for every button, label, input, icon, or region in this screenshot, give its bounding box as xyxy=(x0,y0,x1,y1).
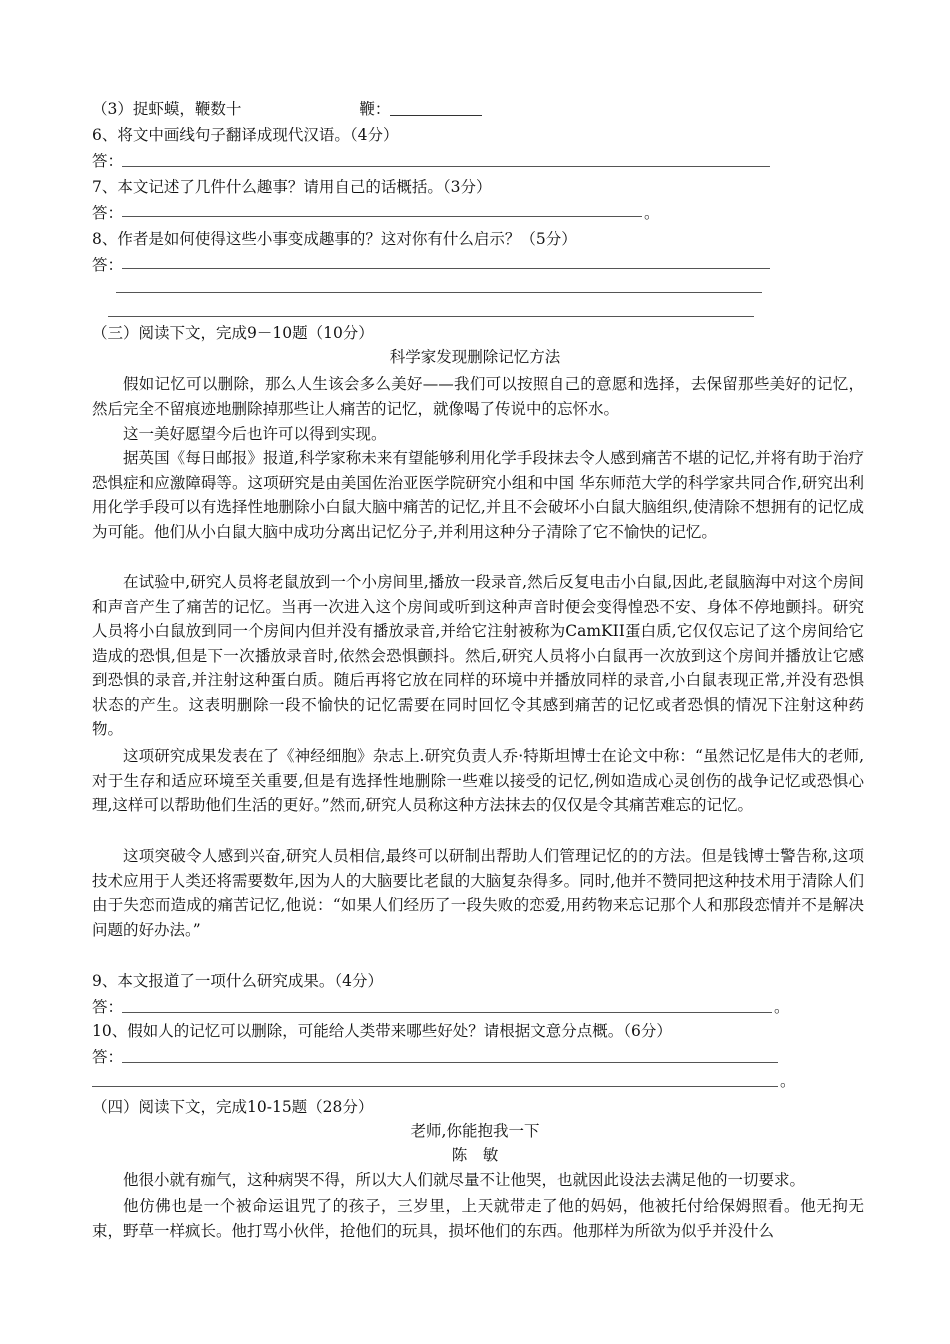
section3-heading: （三）阅读下文，完成9－10题（10分） xyxy=(92,324,374,342)
q3-mid: 鞭： xyxy=(359,100,391,118)
q9-answer-end: 。 xyxy=(774,998,790,1016)
q8-answer-label: 答： xyxy=(92,256,124,274)
section4-title: 老师,你能抱我一下 xyxy=(410,1122,540,1140)
q8-answer-line-2[interactable] xyxy=(116,292,762,293)
q8-answer-line-1[interactable] xyxy=(122,268,770,269)
section3-paragraph-5: 这项研究成果发表在了《神经细胞》杂志上.研究负责人乔·特斯坦博士在论文中称：“虽然记忆是伟大的老师,对于生存和适应环境至关重要,但是有选择性地删除一些难以接受的记忆,例如造成心灵创伤的战争记忆或恐惧心理,这样可以帮助他们生活的更好。”然而,研究人员称这种方法抹去的仅仅是令其痛苦难忘的记忆。 xyxy=(92,747,864,814)
q7-answer-line[interactable] xyxy=(122,216,642,217)
section4-author: 陈 敏 xyxy=(451,1146,499,1164)
q8-text: 8、作者是如何使得这些小事变成趣事的？这对你有什么启示？（5分） xyxy=(92,230,577,248)
section4-paragraph-2: 他仿佛也是一个被命运诅咒了的孩子，三岁里，上天就带走了他的妈妈，他被托付给保姆照看。他无拘无束，野草一样疯长。他打骂小伙伴，抢他们的玩具，损坏他们的东西。他那样为所欲为似乎并没什么 xyxy=(92,1197,864,1240)
q7-answer-end: 。 xyxy=(644,204,660,222)
q10-answer-end: 。 xyxy=(780,1072,796,1090)
q6-text: 6、将文中画线句子翻译成现代汉语。（4分） xyxy=(92,126,399,144)
q6-answer-label: 答： xyxy=(92,152,124,170)
section3-paragraph-3: 据英国《每日邮报》报道,科学家称未来有望能够利用化学手段抹去令人感到痛苦不堪的记忆,并将有助于治疗恐惧症和应激障碍等。这项研究是由美国佐治亚医学院研究小组和中国 华东师范大学的科学家共同合作,研究出利用化学手段可以有选择性地删除小白鼠大脑中痛苦的记忆,并且不会破坏小白鼠大脑组织,使清除不想拥有的记忆成为可能。他们从小白鼠大脑中成功分离出记忆分子,并利用这种分子清除了它不愉快的记忆。 xyxy=(92,449,864,541)
q10-answer-line-2[interactable] xyxy=(92,1086,778,1087)
q3-line xyxy=(92,98,482,120)
q8-answer-line-3[interactable] xyxy=(108,316,754,317)
q7-answer-label: 答： xyxy=(92,204,124,222)
q10-answer-label: 答： xyxy=(92,1048,124,1066)
q6-answer-line[interactable] xyxy=(122,166,770,167)
q3-prefix: （3）捉虾蟆，鞭数十 xyxy=(92,100,242,118)
section3-paragraph-1: 假如记忆可以删除，那么人生该会多么美好——我们可以按照自己的意愿和选择，去保留那些美好的记忆，然后完全不留痕迹地删除掉那些让人痛苦的记忆，就像喝了传说中的忘怀水。 xyxy=(92,375,864,418)
section4-paragraph-1: 他很小就有痂气，这种病哭不得，所以大人们就尽量不让他哭，也就因此设法去满足他的一切要求。 xyxy=(123,1171,806,1189)
section4-heading: （四）阅读下文，完成10-15题（28分） xyxy=(92,1098,374,1116)
q9-answer-label: 答： xyxy=(92,998,124,1016)
q10-text: 10、假如人的记忆可以删除，可能给人类带来哪些好处？请根据文意分点概。（6分） xyxy=(92,1022,672,1040)
q9-text: 9、本文报道了一项什么研究成果。（4分） xyxy=(92,972,383,990)
section3-title: 科学家发现删除记忆方法 xyxy=(389,348,561,366)
q7-text: 7、本文记述了几件什么趣事？请用自己的话概括。（3分） xyxy=(92,178,492,196)
q10-answer-line-1[interactable] xyxy=(122,1062,778,1063)
section3-paragraph-4: 在试验中,研究人员将老鼠放到一个小房间里,播放一段录音,然后反复电击小白鼠,因此,老鼠脑海中对这个房间和声音产生了痛苦的记忆。当再一次进入这个房间或听到这种声音时便会变得惶恐不安、身体不停地颤抖。研究人员将小白鼠放到同一个房间内但并没有播放录音,并给它注射被称为CamKII蛋白质,它仅仅忘记了这个房间给它造成的恐惧,但是下一次播放录音时,依然会恐惧颤抖。然后,研究人员将小白鼠再一次放到这个房间并播放让它感到恐惧的录音,并注射这种蛋白质。随后再将它放在同样的环境中并播放同样的录音,小白鼠表现正常,并没有恐惧状态的产生。这表明删除一段不愉快的记忆需要在同时回忆令其感到痛苦的记忆或者恐惧的情况下注射这种药物。 xyxy=(92,573,864,738)
section3-paragraph-2: 这一美好愿望今后也许可以得到实现。 xyxy=(123,425,387,443)
q3-answer-blank[interactable] xyxy=(390,99,482,116)
q9-answer-line[interactable] xyxy=(122,1012,772,1013)
section3-paragraph-6: 这项突破令人感到兴奋,研究人员相信,最终可以研制出帮助人们管理记忆的的方法。但是钱博士警告称,这项技术应用于人类还将需要数年,因为人的大脑要比老鼠的大脑复杂得多。同时,他并不赞同把这种技术用于清除人们由于失恋而造成的痛苦记忆,他说：“如果人们经历了一段失败的恋爱,用药物来忘记那个人和那段恋情并不是解决问题的好办法。” xyxy=(92,847,864,939)
